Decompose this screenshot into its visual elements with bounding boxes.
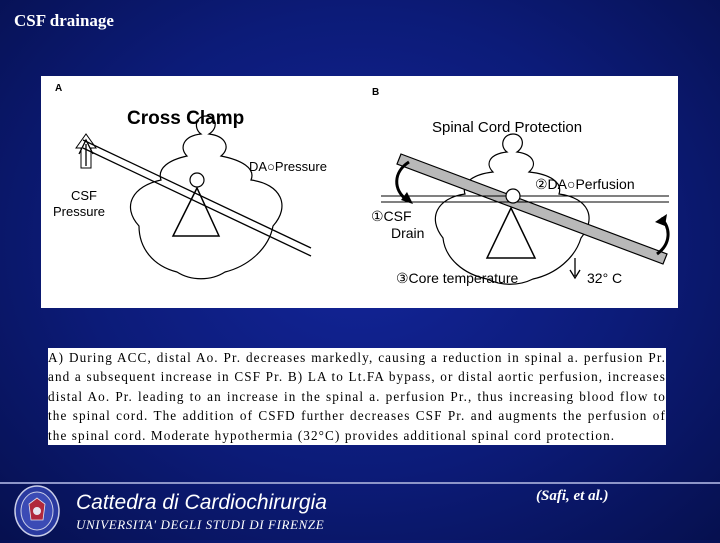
caption-text: A) During ACC, distal Ao. Pr. decreases markedly, causing a reduction in spinal a. perfusion Pr. and a subsequent increase in CSF Pr. B) LA to Lt.FA bypass, or distal aortic perfusion, increases distal Ao. Pr. leading to an increase in the spinal a. perfusion Pr., thus increasing blood flow to the spinal cord. The addition of CSFD further decreases CSF Pr. and augments the perfusion of the spinal cord. Moderate hypothermia (32°C) provides additional spinal cord protection. [48,350,666,443]
pivot-circle-a [190,173,204,187]
vertebra-outline-a [130,116,281,279]
citation: (Safi, et al.) [536,488,609,504]
panel-b-item-1b: Drain [391,225,425,241]
panel-b-heading: Spinal Cord Protection [432,119,583,136]
panel-b-item-2: ②DA○Perfusion [535,176,635,192]
panel-a-letter: A [55,83,63,94]
panel-b-item-1a: ①CSF [371,208,412,224]
footer-divider [0,482,720,484]
panel-b-temperature: 32° C [587,270,623,286]
panel-a [53,83,327,279]
down-arrow-icon [570,258,580,278]
arrow-head-right [655,214,667,226]
panel-b-letter: B [372,87,380,98]
panel-a-label-left-1: CSF [71,188,97,203]
spinal-cord-triangle-b [487,208,535,258]
panel-a-heading: Cross Clamp [127,108,245,129]
university-name: UNIVERSITA' DEGLI STUDI DI FIRENZE [76,517,325,532]
panel-a-label-left-2: Pressure [53,204,106,219]
slide-title: CSF drainage [14,11,114,30]
figure-image [41,76,678,308]
panel-a-label-right: DA○Pressure [249,159,327,174]
panel-b-item-3: ③Core temperature [396,270,519,286]
institution-name: Cattedra di Cardiochirurgia [76,491,327,514]
spinal-cord-triangle-a [173,188,219,236]
pivot-circle-b [506,189,520,203]
panel-b [371,87,669,286]
caption-box [48,348,666,445]
university-seal-icon [13,484,61,538]
lever-line-top-a [83,140,311,248]
figure-diagram [41,76,678,308]
